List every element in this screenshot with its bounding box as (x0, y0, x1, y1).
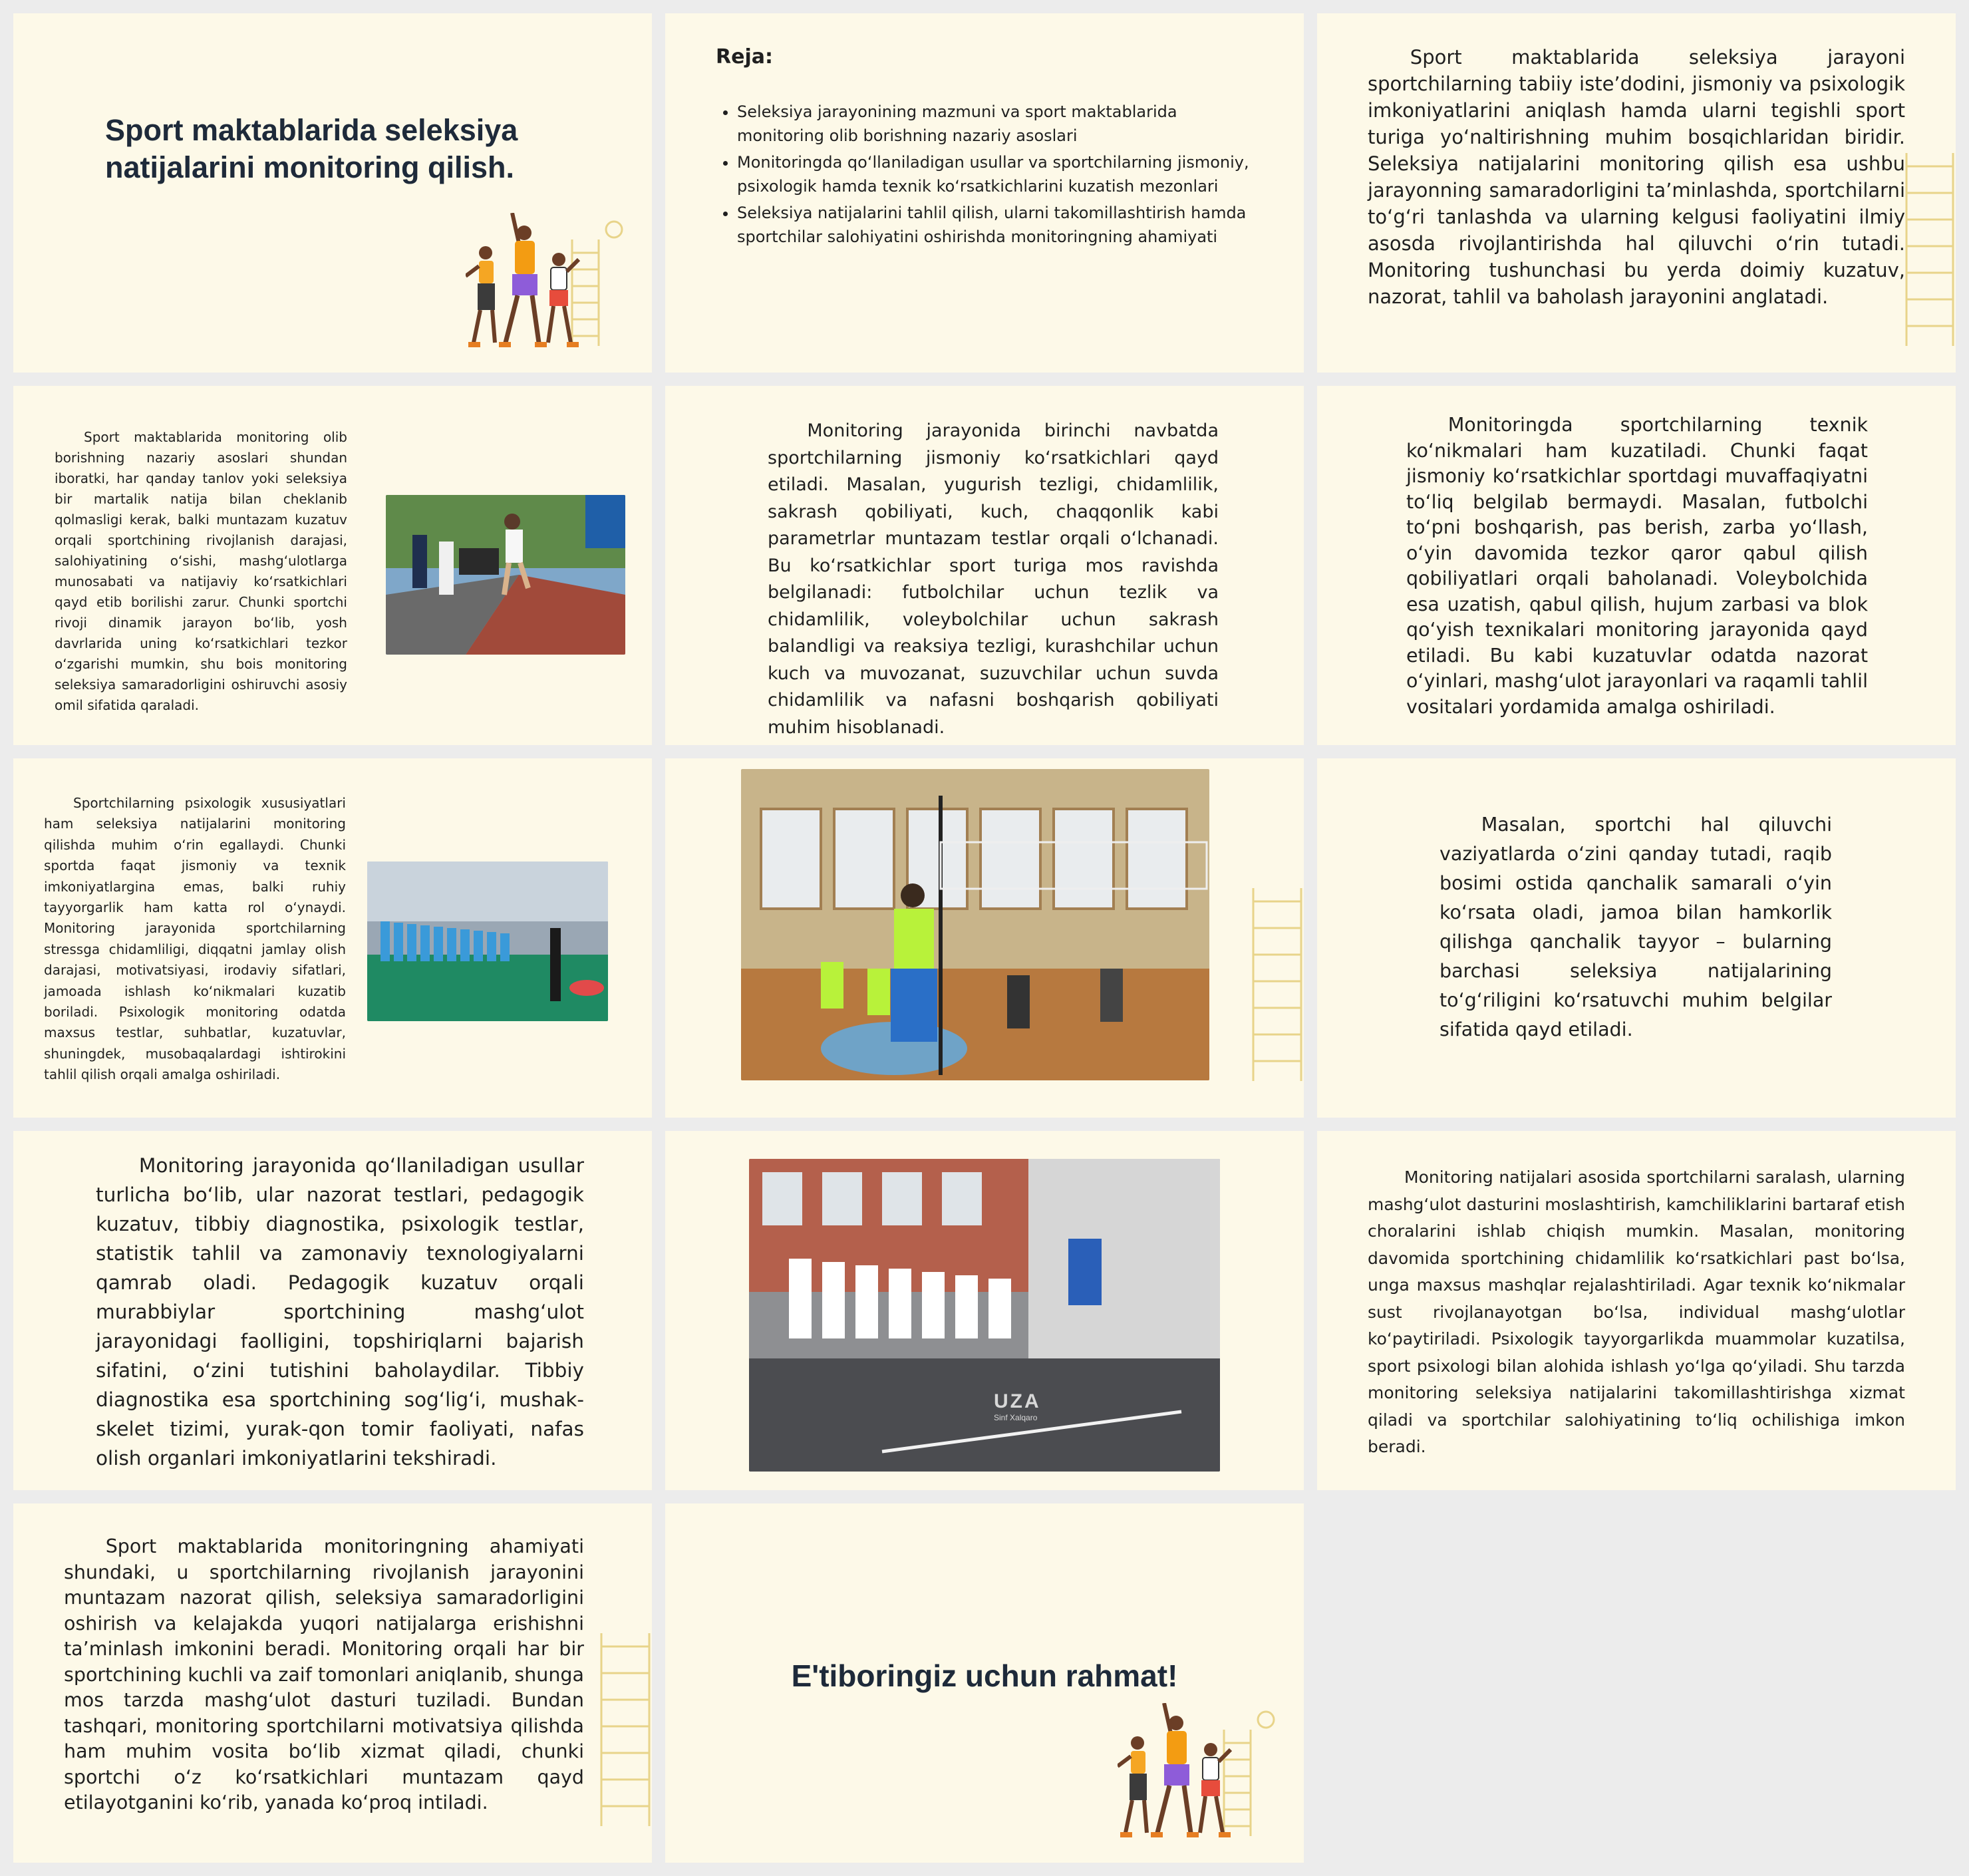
plan-item: • Monitoringda qo‘llaniladigan usullar va sportchilarning jismoniy, psixologik hamda texnik ko‘rsatkichlarini kuzatish mezonlari (737, 150, 1269, 198)
thank-you-title: E'tiboringiz uchun rahmat! (791, 1658, 1178, 1693)
slide-text: Monitoring jarayonida qo‘llaniladigan usullar turlicha bo‘lib, ular nazorat testlari, pedagogik kuzatuv, tibbiy diagnostika, psixologik testlar, statistik tahlil va zamonaviy texnologiyalarni qamrab oladi. Pedagogik kuzatuv orqali murabbiylar sportchining mashg‘ulot jarayonidagi faolligini, topshiriqlarni bajarish sifatini, o‘zini tutishini baholaydilar. Tibbiy diagnostika esa sportchining sog‘lig‘i, mushak-skelet tizimi, yurak-qon tomir faoliyati, nafas olish organlari imkoniyatlarini tekshiradi. (96, 1154, 584, 1470)
watermark-subtitle: Sinf Xalqaro (994, 1413, 1038, 1422)
slide-4[interactable] (13, 386, 652, 745)
athletes-illustration (1118, 1703, 1277, 1846)
slide-text: Sport maktablarida seleksiya jarayoni sportchilarning tabiiy iste’dodini, jismoniy va psixologik imkoniyatlarini aniqlash hamda ularni tegishli sport turiga yo‘naltirishning muhim bosqichlaridan biridir. Seleksiya natijalarini monitoring qilish esa ushbu jarayonning samaradorligini ta’minlashda, sportchilarni to‘g‘ri tanlashda va ularning kelgusi faoliyatini ilmiy asosda rivojlantirishda hal qiluvchi o‘rin tutadi. Monitoring tushunchasi bu yerda doimiy kuzatuv, nazorat, tahlil va baholash jarayonini anglatadi. (1368, 46, 1905, 308)
presentation-title: Sport maktablarida seleksiya natijalarini monitoring qilish. (105, 113, 518, 184)
slide-13[interactable] (13, 1503, 652, 1863)
watermark-logo: UZA (994, 1390, 1041, 1412)
jump-test-photo (749, 1159, 1220, 1472)
plan-heading: Reja: (716, 45, 773, 69)
uza-watermark (994, 1390, 1041, 1422)
long-jump-photo (386, 495, 625, 655)
slide-6[interactable] (1317, 386, 1956, 745)
stopwatch-icon (1258, 1712, 1274, 1728)
slide-5[interactable] (665, 386, 1304, 745)
slide-text: Sport maktablarida monitoringning ahamiyati shundaki, u sportchilarning rivojlanish jarayonini muntazam nazorat qilish, seleksiya samaradorligini oshirish va kelajakda yuqori natijalarga erishishni ta’minlash imkonini beradi. Monitoring orqali har bir sportchining kuchli va zaif tomonlari aniqlanib, shunga mos tarzda mashg‘ulot dasturi tuziladi. Bundan tashqari, monitoring sportchilarni motivatsiya qilishda ham muhim vosita bo‘lib xizmat qiladi, chunki sportchi o‘z ko‘rsatkichlari muntazam qayd etilayotganini ko‘rib, yanada ko‘proq intiladi. (64, 1535, 584, 1813)
slide-plan[interactable] (665, 13, 1304, 373)
slide-text: Sportchilarning psixologik xususiyatlari ham seleksiya natijalarini monitoring qilishda muhim o‘rin egallaydi. Chunki sportda faqat jismoniy va texnik imkoniyatlargina emas, balki ruhiy tayyorgarlik ham katta rol o‘ynaydi. Monitoring jarayonida sportchilarning stressga chidamliligi, diqqatni jamlay olish darajasi, motivatsiyasi, irodaviy sifatlari, jamoada ishlash ko‘nikmalari kuzatib boriladi. Psixologik monitoring odatda maxsus testlar, suhbatlar, kuzatuvlar, shuningdek, musobaqalardagi ishtirokini tahlil qilish orqali amalga oshiriladi. (44, 795, 346, 1083)
ladder-decoration (599, 1627, 652, 1826)
plan-list (718, 100, 1269, 251)
stopwatch-icon (606, 222, 622, 237)
slide-12[interactable] (1317, 1131, 1956, 1490)
slide-text: Masalan, sportchi hal qiluvchi vaziyatlarda o‘zini qanday tutadi, raqib bosimi ostida qanchalik samarali o‘yin ko‘rsata oladi, jamoa bilan hamkorlik qilishga qanchalik tayyor – bularning barchasi seleksiya natijalarining to‘g‘riligini ko‘rsatuvchi muhim belgilar sifatida qayd etiladi. (1439, 814, 1832, 1040)
volleyball-gym-photo (741, 769, 1209, 1080)
slide-text: Sport maktablarida monitoring olib borishning nazariy asoslari shundan iboratki, har qanday tanlov yoki seleksiya bir martalik natija bilan cheklanib qolmasligi kerak, balki muntazam kuzatuv orqali sportchining rivojlanish darajasi, salohiyatining o‘sishi, mashg‘ulotlarga munosabati va natijaviy ko‘rsatkichlari qayd etib borilishi zarur. Chunki sportchi rivoji dinamik jarayon bo‘lib, yosh davrlarida uning ko‘rsatkichlari tezkor o‘zgarishi mumkin, shu bois monitoring seleksiya samaradorligini oshiruvchi asosiy omil sifatida qaraladi. (55, 429, 347, 713)
slide-8[interactable] (665, 758, 1304, 1118)
ladder-decoration (1904, 146, 1956, 346)
athletes-illustration (466, 213, 625, 356)
slide-end[interactable] (665, 1503, 1304, 1863)
ladder-decoration (1251, 881, 1304, 1081)
team-lineup-photo (367, 861, 608, 1021)
slide-text: Monitoringda sportchilarning texnik ko‘nikmalari ham kuzatiladi. Chunki faqat jismoniy ko‘rsatkichlar sportdagi muvaffaqiyatni to‘liq belgilab bermaydi. Masalan, futbolchi to‘pni boshqarish, pas berish, zarba yo‘llash, o‘yin davomida tezkor qaror qabul qilish qobiliyatlari orqali baholanadi. Voleybolchida esa uzatish, qabul qilish, hujum zarbasi va blok qo‘yish texnikalari monitoring jarayonida qayd etiladi. Bu kabi kuzatuvlar odatda nazorat o‘yinlari, mashg‘ulot jarayonlari va raqamli tahlil vositalari yordamida amalga oshiriladi. (1406, 414, 1868, 718)
slide-title[interactable] (13, 13, 652, 373)
slide-text: Monitoring jarayonida birinchi navbatda sportchilarning jismoniy ko‘rsatkichlari qayd etiladi. Masalan, yugurish tezligi, chidamlilik, sakrash qobiliyati, kuch, chaqqonlik kabi parametrlar muntazam testlar orqali o‘lchanadi. Bu ko‘rsatkichlar sport turiga mos ravishda belgilanadi: futbolchilar uchun tezlik va chidamlilik, voleybolchilar uchun sakrash balandligi va reaksiya tezligi, kurashchilar uchun kuch va muvozanat, suzuvchilar uchun suvda chidamlilik va nafasni boshqarish qobiliyati muhim hisoblanadi. (768, 420, 1219, 738)
plan-item: • Seleksiya jarayonining mazmuni va sport maktablarida monitoring olib borishning nazariy asoslari (737, 100, 1269, 148)
slide-text: Monitoring natijalari asosida sportchilarni saralash, ularning mashg‘ulot dasturini moslashtirish, kamchiliklarini bartaraf etish choralarini ishlab chiqish mumkin. Masalan, monitoring davomida sportchining chidamlilik ko‘rsatkichlari past bo‘lsa, unga maxsus mashqlar rejalashtiriladi. Agar texnik ko‘nikmalar sust rivojlanayotgan bo‘lsa, individual mashg‘ulotlar ko‘paytiriladi. Psixologik tayyorgarlikda muammolar kuzatilsa, sport psixologi bilan alohida ishlash yo‘lga qo‘yiladi. Shu tarzda monitoring seleksiya natijalarini takomillashtirishga xizmat qiladi va sportchilar salohiyatining to‘liq ochilishiga imkon beradi. (1368, 1168, 1905, 1456)
plan-item: • Seleksiya natijalarini tahlil qilish, ularni takomillashtirish hamda sportchilar salohiyatini oshirishda monitoringning ahamiyati (737, 201, 1269, 249)
slide-3[interactable] (1317, 13, 1956, 373)
slide-9[interactable] (1317, 758, 1956, 1118)
slide-10[interactable] (13, 1131, 652, 1490)
slide-11[interactable] (665, 1131, 1304, 1490)
slide-7[interactable] (13, 758, 652, 1118)
